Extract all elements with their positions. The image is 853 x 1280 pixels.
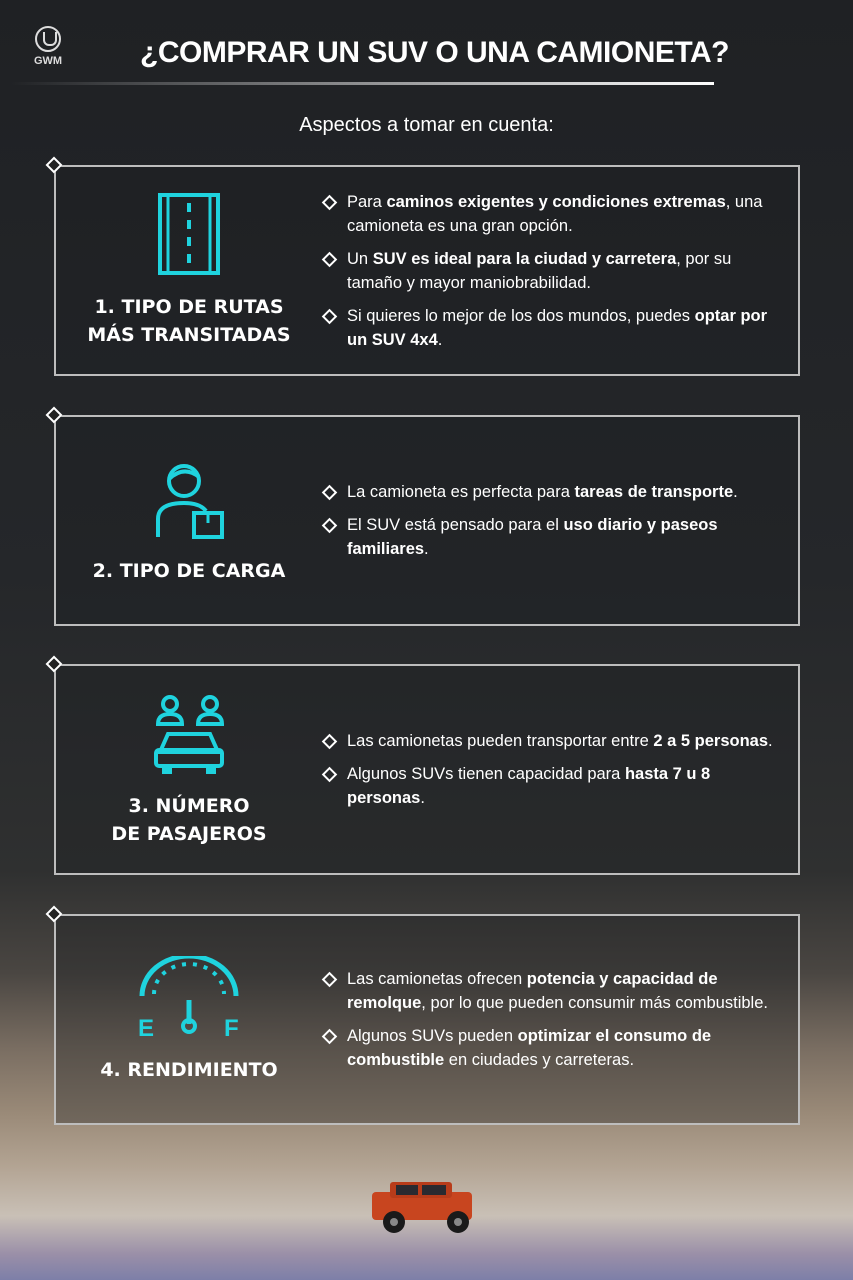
- aspect-heading: [111, 792, 266, 848]
- gauge-empty-label: E: [138, 1014, 155, 1040]
- gwm-logo: [24, 26, 72, 67]
- bullet-bold-segment: caminos exigentes y condiciones extremas: [386, 192, 726, 211]
- bullet-text: [347, 513, 778, 561]
- diamond-bullet-icon: [322, 308, 338, 324]
- bullet-segment: en ciudades y carreteras.: [444, 1051, 635, 1069]
- bullet-item: [320, 247, 778, 295]
- delivery-person-icon: [144, 457, 234, 545]
- bullet-segment: Las camionetas pueden transportar entre: [347, 732, 654, 750]
- bullet-item: [320, 967, 778, 1015]
- gwm-emblem-icon: [35, 26, 61, 52]
- bullet-text: [347, 190, 778, 238]
- bullet-bold-segment: tareas de transporte: [574, 483, 734, 501]
- bullet-text: [347, 1024, 778, 1072]
- bullet-text: [347, 762, 778, 810]
- fuel-gauge-icon: [134, 956, 244, 1044]
- bullet-segment: .: [420, 789, 425, 807]
- passengers-car-icon: [144, 692, 234, 780]
- bullet-segment: , por lo que pueden consumir más combustible.: [421, 994, 768, 1012]
- aspect-card-4: [54, 914, 800, 1125]
- page-subtitle: Aspectos a tomar en cuenta:: [299, 114, 554, 136]
- bullet-segment: Algunos SUVs pueden: [347, 1027, 518, 1045]
- diamond-bullet-icon: [322, 518, 338, 534]
- diamond-bullet-icon: [322, 734, 338, 750]
- aspect-heading-line: MÁS TRANSITADAS: [87, 323, 291, 346]
- bullet-segment: Si quieres lo mejor de los dos mundos, puedes: [347, 306, 695, 325]
- diamond-bullet-icon: [322, 485, 338, 501]
- bullet-item: [320, 190, 778, 238]
- bullet-segment: El SUV está pensado para el: [347, 516, 564, 534]
- bullet-bold-segment: optimizar el consumo de combustible: [347, 1027, 712, 1069]
- aspect-heading: [93, 557, 286, 585]
- red-suv-image: [362, 1178, 490, 1236]
- bullet-item: [320, 762, 778, 810]
- bullet-bold-segment: uso diario y paseos familiares: [347, 516, 718, 558]
- gauge-full-label: F: [224, 1014, 239, 1040]
- bullet-segment: Un: [347, 249, 373, 268]
- bullet-text: [347, 247, 778, 295]
- bullet-segment: .: [437, 330, 443, 349]
- aspect-heading-line: DE PASAJEROS: [111, 822, 267, 845]
- aspect-heading-line: 3. NÚMERO: [128, 794, 250, 817]
- page-title: ¿COMPRAR UN SUV O UNA CAMIONETA?: [140, 36, 729, 69]
- bullet-text: [347, 480, 738, 504]
- title-divider: [10, 82, 714, 85]
- aspect-heading: [100, 1056, 277, 1084]
- aspect-card-1: [54, 165, 800, 376]
- bullet-segment: , una camioneta es una gran opción.: [347, 192, 763, 235]
- bullet-segment: Para: [347, 192, 387, 211]
- aspect-heading-line: 4. RENDIMIENTO: [100, 1058, 278, 1081]
- bullet-text: [347, 729, 773, 753]
- bullet-bold-segment: hasta 7 u 8 personas: [347, 765, 711, 807]
- bullet-bold-segment: optar por un SUV 4x4: [347, 306, 768, 349]
- bullet-text: [347, 304, 778, 352]
- bullet-text: [347, 967, 778, 1015]
- diamond-bullet-icon: [322, 194, 338, 210]
- aspect-card-3: [54, 664, 800, 875]
- bullet-segment: Las camionetas ofrecen: [347, 970, 527, 988]
- bullet-segment: Algunos SUVs tienen capacidad para: [347, 765, 625, 783]
- aspect-heading: [87, 293, 290, 349]
- bullet-segment: .: [768, 732, 773, 750]
- aspect-heading-line: 2. TIPO DE CARGA: [92, 559, 286, 582]
- bullet-segment: La camioneta es perfecta para: [347, 483, 575, 501]
- bullet-item: [320, 729, 778, 753]
- bullet-segment: .: [733, 483, 738, 501]
- bullet-bold-segment: SUV es ideal para la ciudad y carretera: [372, 249, 677, 268]
- diamond-bullet-icon: [322, 1029, 338, 1045]
- diamond-bullet-icon: [322, 251, 338, 267]
- aspect-card-2: [54, 415, 800, 626]
- bullet-segment: .: [424, 540, 429, 558]
- bullet-bold-segment: 2 a 5 personas: [653, 732, 769, 750]
- bullet-segment: , por su tamaño y mayor maniobrabilidad.: [347, 249, 732, 292]
- diamond-bullet-icon: [322, 972, 338, 988]
- diamond-bullet-icon: [322, 767, 338, 783]
- road-icon: [144, 193, 234, 281]
- aspect-heading-line: 1. TIPO DE RUTAS: [94, 295, 284, 318]
- bullet-bold-segment: potencia y capacidad de remolque: [347, 970, 718, 1012]
- logo-text: GWM: [33, 55, 63, 67]
- bullet-item: [320, 513, 778, 561]
- bullet-item: [320, 480, 778, 504]
- bullet-item: [320, 304, 778, 352]
- bullet-item: [320, 1024, 778, 1072]
